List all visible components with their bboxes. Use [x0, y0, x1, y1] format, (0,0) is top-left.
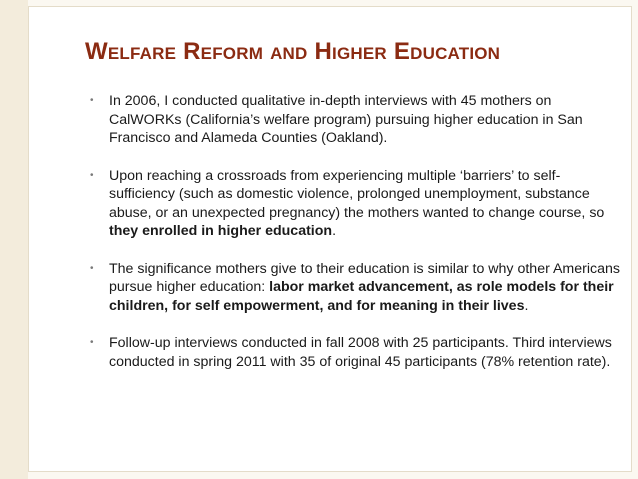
title-word: HIGHER: [314, 38, 387, 65]
bullet-item: [90, 334, 620, 371]
title-word: REFORM: [183, 38, 264, 65]
bullet-text: In 2006, I conducted qualitative in-depth interviews with 45 mothers on CalWORKs (California’s welfare program) pursuing higher education in San Francisco and Alameda Counties (Oakland).: [109, 93, 583, 146]
bullet-dot-icon: •: [90, 337, 94, 348]
bullet-item: [90, 167, 620, 241]
title-word: AND: [270, 44, 308, 63]
bullet-emphasis: labor market advancement, as role models for their children, for self empowerment, and for meaning in their lives: [109, 279, 614, 314]
bullet-list: [90, 92, 620, 390]
left-decorative-band: [0, 0, 28, 479]
title-word: EDUCATION: [393, 38, 501, 65]
title-word: WELFARE: [85, 38, 177, 65]
bullet-text: Upon reaching a crossroads from experiencing multiple ‘barriers’ to self-sufficiency (such as domestic violence, prolonged unemployment, substance abuse, or an unexpected pregnancy) the mothers wanted to change course, so they enrolled in higher education.: [109, 167, 605, 239]
bullet-item: [90, 92, 620, 148]
bullet-emphasis: they enrolled in higher education: [109, 223, 333, 239]
bullet-dot-icon: •: [90, 262, 94, 274]
bullet-dot-icon: •: [90, 169, 94, 181]
bullet-text: Follow-up interviews conducted in fall 2008 with 25 participants. Third interviews conducted in spring 2011 with 35 of original 45 participants (78% retention rate).: [109, 335, 612, 370]
slide-title: [85, 30, 500, 67]
bullet-item: [90, 260, 620, 316]
bullet-text: The significance mothers give to their education is similar to why other Americans pursue higher education: labor market advancement, as role models for their children, for self empowerment, and for meaning in their lives.: [109, 260, 620, 314]
bullet-dot-icon: •: [90, 95, 94, 106]
